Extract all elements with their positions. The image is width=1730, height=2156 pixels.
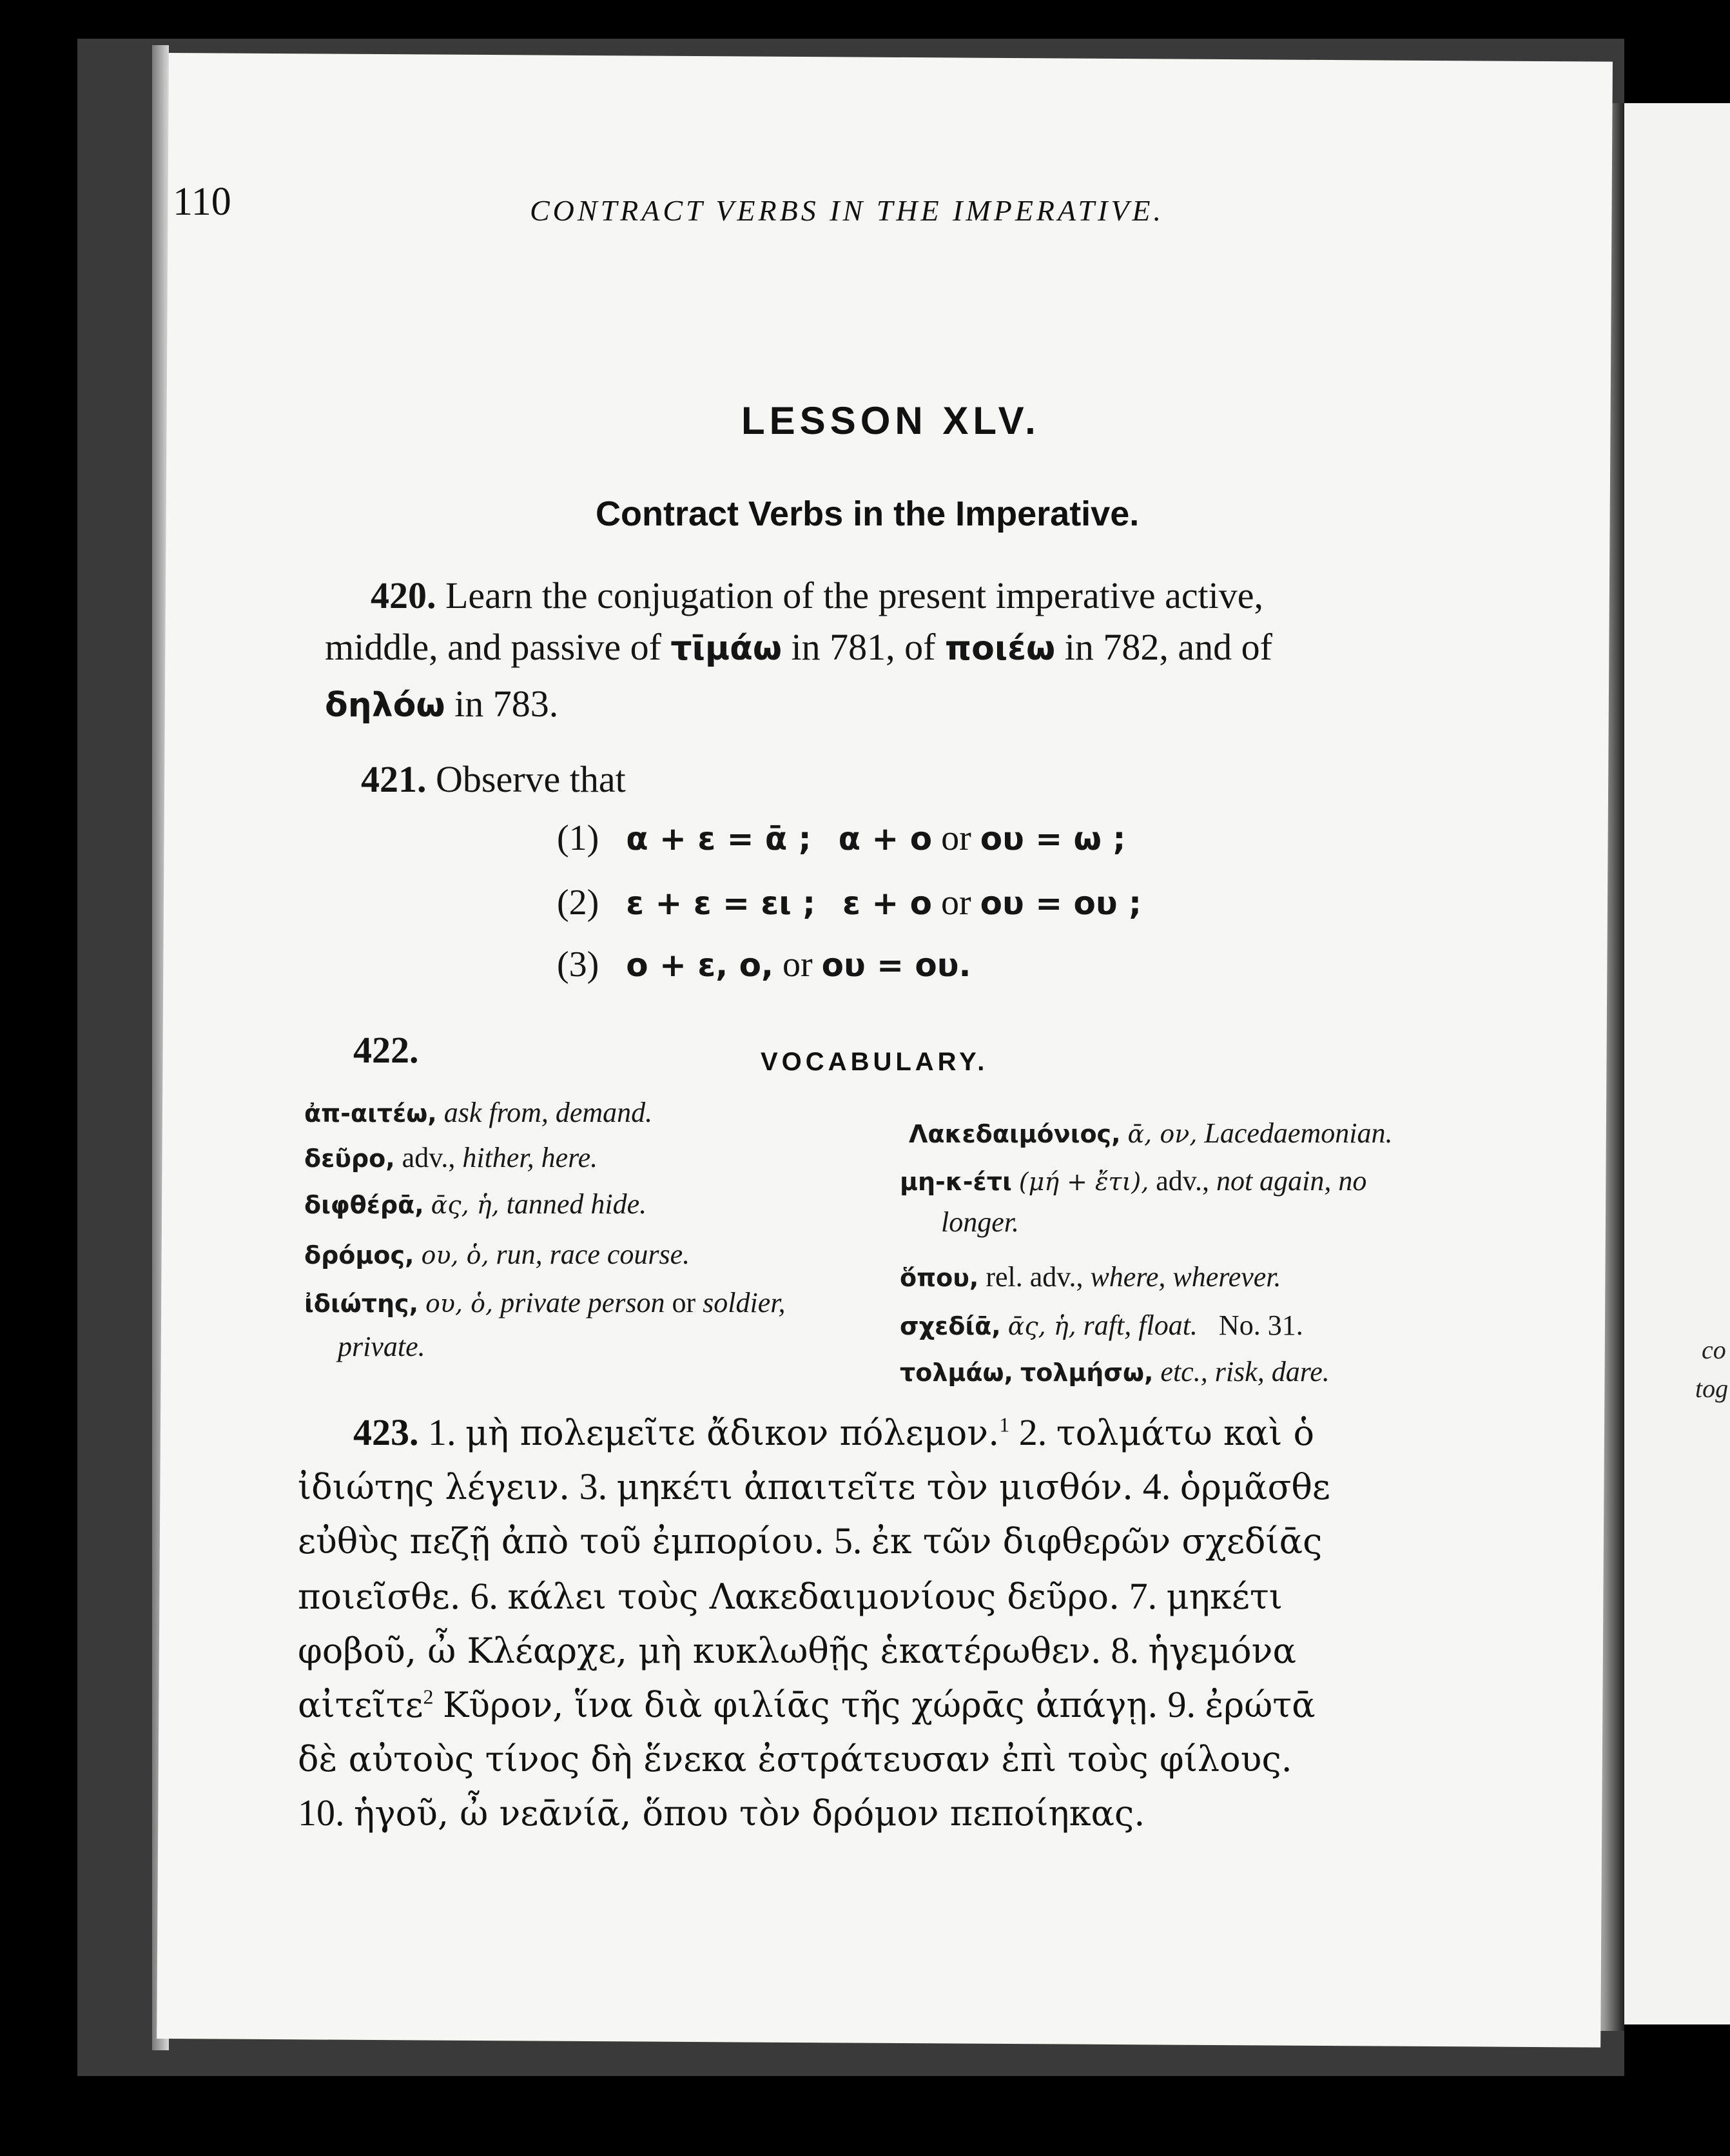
vocab-grammar: rel. adv., — [986, 1261, 1084, 1293]
exercise-greek: ἡγεμόνα — [1148, 1631, 1296, 1671]
vocab-definition: longer. — [941, 1206, 1019, 1238]
vocab-grammar: ᾱς, ἡ, — [1007, 1312, 1076, 1340]
vocab-entry-continuation — [338, 1330, 425, 1363]
vocab-grammar: ου, ὁ, — [425, 1289, 494, 1318]
exercise-greek: μὴ πολεμεῖτε ἄδικον πόλεμον. — [465, 1413, 1000, 1453]
exercise-line — [298, 1519, 1322, 1562]
section-number: 420. — [371, 574, 436, 616]
contraction-rule-2 — [557, 882, 1142, 923]
section-number: 421. — [361, 758, 427, 800]
vocab-definition: where, wherever. — [1090, 1261, 1281, 1293]
rule-formula: ου = ου. — [821, 946, 971, 984]
exercise-greek: εὐθὺς πεζῇ ἀπὸ τοῦ ἐμπορίου. — [298, 1521, 825, 1562]
exercise-greek: ἐρώτᾱ — [1205, 1685, 1316, 1725]
vocab-entry — [900, 1355, 1330, 1388]
vocab-headword: ἰδιώτης, — [304, 1289, 419, 1318]
vocab-note: No. 31. — [1218, 1309, 1303, 1341]
section-number: 423. — [353, 1411, 419, 1453]
section-text: in 781, of — [791, 626, 936, 668]
exercise-greek: αἰτεῖτε — [298, 1685, 423, 1725]
greek-word: τῑμάω — [670, 629, 782, 668]
vocab-entry — [304, 1096, 652, 1129]
exercise-number: 10. — [298, 1792, 345, 1834]
section-420-line-3 — [325, 682, 558, 725]
adjacent-page-fragment: co — [1702, 1335, 1726, 1364]
section-420-line-2 — [325, 625, 1272, 669]
exercise-greek: τολμάτω καὶ ὁ — [1056, 1413, 1315, 1453]
exercise-greek: ὁρμᾶσθε — [1180, 1467, 1330, 1507]
contraction-rule-3 — [557, 944, 971, 985]
rule-formula: α + ο — [838, 820, 933, 858]
vocab-definition: run, race course. — [496, 1239, 690, 1270]
exercise-number: 8. — [1111, 1629, 1139, 1671]
vocab-grammar: ᾱ, ον, — [1127, 1120, 1198, 1148]
vocab-grammar: adv., — [1156, 1165, 1209, 1197]
exercise-number: 9. — [1167, 1683, 1196, 1725]
running-head: CONTRACT VERBS IN THE IMPERATIVE. — [530, 194, 1165, 227]
exercise-greek: φοβοῦ, ὦ Κλέαρχε, μὴ κυκλωθῇς ἑκατέρωθεν. — [298, 1631, 1102, 1671]
vocab-definition: private. — [338, 1331, 425, 1362]
vocab-definition: tanned hide. — [506, 1188, 647, 1220]
exercise-number: 6. — [470, 1575, 498, 1617]
vocab-definition: private person — [500, 1287, 665, 1318]
page-number: 110 — [173, 180, 231, 224]
vocab-entry — [304, 1238, 690, 1271]
section-421 — [361, 758, 626, 801]
vocab-definition: ask from, demand. — [443, 1097, 653, 1128]
section-number: 422. — [353, 1029, 419, 1071]
vocab-entry — [900, 1309, 1303, 1342]
exercise-greek: ἡγοῦ, ὦ νεᾱνίᾱ, ὅπου τὸν δρόμον πεποίηκας. — [354, 1793, 1145, 1834]
vocab-grammar: adv., — [402, 1142, 456, 1173]
vocab-definition: hither, here. — [462, 1142, 598, 1173]
greek-word: ποιέω — [944, 629, 1056, 668]
vocab-entry-continuation — [941, 1206, 1019, 1239]
exercise-number: 4. — [1142, 1465, 1171, 1507]
vocab-headword: σχεδίᾱ, — [900, 1312, 1001, 1340]
rule-label: (1) — [557, 818, 599, 858]
vocab-definition: etc., risk, dare. — [1160, 1356, 1330, 1387]
exercise-greek: μηκέτι ἀπαιτεῖτε τὸν μισθόν. — [616, 1467, 1134, 1507]
rule-formula: ου = ου ; — [980, 885, 1142, 922]
section-text: Learn the conjugation of the present imperative active, — [445, 574, 1264, 616]
exercise-greek: ἰδιώτης λέγειν. — [298, 1467, 570, 1507]
vocab-definition: Lacedaemonian. — [1204, 1117, 1393, 1149]
vocab-or: or — [672, 1287, 696, 1318]
rule-formula: α + ε = ᾱ ; — [626, 820, 812, 858]
section-text: in 783. — [454, 683, 559, 725]
vocab-entry — [900, 1164, 1366, 1197]
vocab-headword: μη-κ-έτι — [900, 1168, 1012, 1196]
exercise-line — [298, 1629, 1296, 1672]
exercise-greek: δὲ αὐτοὺς τίνος δὴ ἕνεκα ἐστράτευσαν ἐπὶ τοὺς φίλους. — [298, 1739, 1292, 1779]
vocab-entry — [909, 1117, 1392, 1150]
exercise-line — [298, 1791, 1145, 1834]
footnote-marker: 1 — [999, 1413, 1010, 1436]
vocab-entry — [304, 1286, 786, 1319]
adjacent-page-fragment: tog — [1695, 1374, 1729, 1403]
exercise-number: 7. — [1129, 1575, 1158, 1617]
vocab-entry — [304, 1188, 646, 1220]
rule-label: (2) — [557, 883, 599, 923]
vocab-definition: not again, no — [1216, 1165, 1367, 1197]
exercise-number: 3. — [579, 1465, 608, 1507]
vocab-headword: ἀπ-αιτέω, — [304, 1099, 437, 1128]
vocab-headword: δεῦρο, — [304, 1144, 395, 1173]
vocab-headword: δρόμος, — [304, 1241, 414, 1269]
lesson-title: LESSON XLV. — [741, 399, 1040, 442]
exercise-number: 1. — [428, 1411, 456, 1453]
exercise-line — [298, 1737, 1292, 1780]
vocabulary-heading: VOCABULARY. — [761, 1048, 989, 1076]
section-text: in 782, and of — [1064, 626, 1272, 668]
section-422-number — [353, 1028, 419, 1072]
vocab-entry — [304, 1141, 598, 1174]
vocab-grammar: ου, ὁ, — [421, 1241, 489, 1269]
vocab-grammar: (μή + ἔτι), — [1018, 1168, 1149, 1196]
rule-label: (3) — [557, 945, 599, 985]
vocab-entry — [900, 1260, 1281, 1293]
rule-formula: ο + ε, ο, — [626, 946, 773, 984]
exercise-greek: Κῦρον, ἵνα διὰ φιλίᾱς τῆς χώρᾱς ἀπάγῃ. — [442, 1685, 1158, 1725]
rule-or: or — [782, 945, 813, 985]
exercise-line — [353, 1411, 1314, 1454]
section-text: Observe that — [436, 758, 626, 800]
exercise-greek: κάλει τοὺς Λακεδαιμονίους δεῦρο. — [507, 1576, 1120, 1617]
vocab-definition: soldier, — [703, 1287, 786, 1318]
vocab-headword: τολμήσω, — [1020, 1358, 1154, 1387]
exercise-line — [298, 1683, 1316, 1726]
vocab-definition: raft, float. — [1083, 1309, 1198, 1341]
greek-word: δηλόω — [325, 686, 445, 725]
rule-or: or — [941, 883, 971, 923]
footnote-marker: 2 — [423, 1685, 434, 1709]
lesson-subtitle: Contract Verbs in the Imperative. — [596, 495, 1140, 533]
exercise-greek: ἐκ τῶν διφθερῶν σχεδίᾱς — [871, 1521, 1323, 1562]
contraction-rule-1 — [557, 818, 1125, 859]
vocab-headword: τολμάω, — [900, 1358, 1013, 1387]
rule-or: or — [941, 818, 971, 858]
vocab-headword: διφθέρᾱ, — [304, 1191, 424, 1219]
exercise-line — [298, 1574, 1283, 1618]
vocab-headword: Λακεδαιμόνιος, — [909, 1120, 1121, 1148]
exercise-number: 2. — [1018, 1411, 1047, 1453]
section-420-line-1 — [371, 574, 1263, 617]
exercise-greek: ποιεῖσθε. — [298, 1576, 461, 1617]
vocab-headword: ὅπου, — [900, 1264, 979, 1292]
exercise-greek: μηκέτι — [1166, 1576, 1283, 1617]
exercise-line — [298, 1465, 1330, 1508]
section-text: middle, and passive of — [325, 626, 661, 668]
vocab-grammar: ᾱς, ἡ, — [431, 1191, 500, 1219]
rule-formula: ου = ω ; — [980, 820, 1126, 858]
rule-formula: ε + ο — [842, 885, 933, 922]
rule-formula: ε + ε = ει ; — [626, 885, 816, 922]
adjacent-page — [1619, 103, 1730, 2024]
exercise-number: 5. — [833, 1520, 862, 1562]
